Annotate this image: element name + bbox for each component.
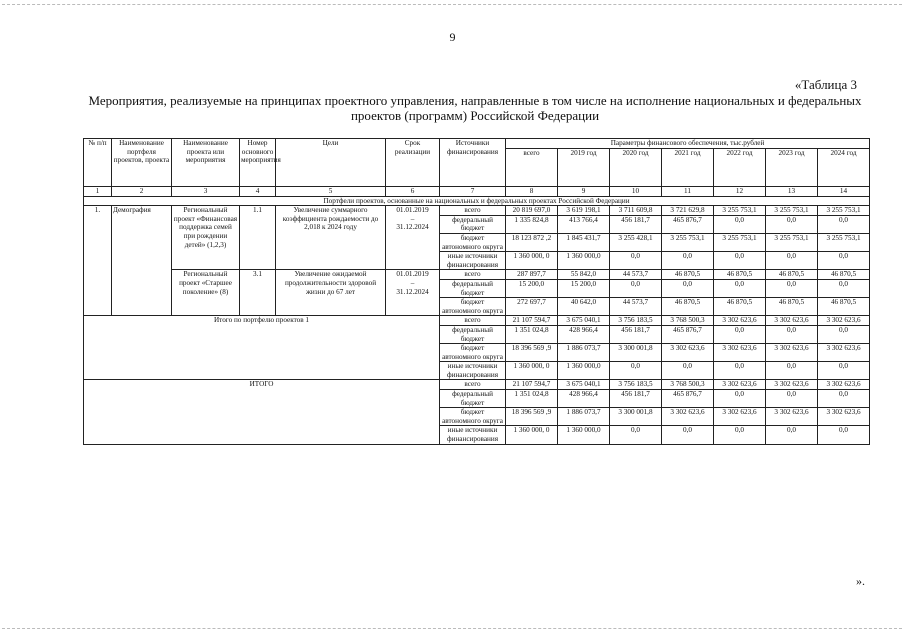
value-cell: 0,0 (818, 390, 870, 408)
term-dash: – (410, 214, 415, 223)
value-cell: 46 870,5 (818, 270, 870, 280)
value-cell: 0,0 (818, 252, 870, 270)
value-cell: 0,0 (714, 390, 766, 408)
value-cell: 3 619 198,1 (558, 206, 610, 216)
value-cell: 0,0 (766, 252, 818, 270)
term-end: 31.12.2024 (396, 223, 429, 232)
value-cell: 3 255 753,1 (714, 206, 766, 216)
value-cell: 1 360 000,0 (558, 426, 610, 444)
header-2023: 2023 год (766, 149, 818, 187)
value-cell: 44 573,7 (610, 298, 662, 316)
value-cell: 1 360 000, 0 (506, 362, 558, 380)
term-end: 31.12.2024 (396, 287, 429, 296)
value-cell: 3 302 623,6 (818, 316, 870, 326)
value-cell: 46 870,5 (818, 298, 870, 316)
value-cell: 3 302 623,6 (766, 380, 818, 390)
value-cell: 0,0 (714, 325, 766, 343)
column-number: 3 (172, 187, 240, 197)
scan-edge-top (2, 4, 902, 5)
value-cell: 3 721 629,8 (662, 206, 714, 216)
value-cell: 15 200,0 (506, 279, 558, 297)
value-cell: 3 300 001,8 (610, 344, 662, 362)
value-cell: 3 302 623,6 (662, 408, 714, 426)
table-row (84, 270, 870, 280)
funding-source: бюджет автономного округа (440, 408, 506, 426)
column-number: 5 (276, 187, 386, 197)
value-cell: 3 302 623,6 (818, 344, 870, 362)
value-cell: 0,0 (610, 426, 662, 444)
column-number: 4 (240, 187, 276, 197)
value-cell: 428 966,4 (558, 325, 610, 343)
table-row (84, 380, 870, 390)
value-cell: 15 200,0 (558, 279, 610, 297)
value-cell: 0,0 (610, 279, 662, 297)
value-cell: 1 351 024,8 (506, 325, 558, 343)
header-total: всего (506, 149, 558, 187)
project-number: 3.1 (240, 270, 276, 316)
value-cell: 0,0 (766, 426, 818, 444)
value-cell: 0,0 (610, 362, 662, 380)
value-cell: 46 870,5 (766, 298, 818, 316)
column-number: 8 (506, 187, 558, 197)
term-start: 01.01.2019 (396, 206, 429, 215)
value-cell: 0,0 (818, 215, 870, 233)
value-cell: 3 302 623,6 (714, 408, 766, 426)
value-cell: 0,0 (818, 426, 870, 444)
value-cell: 3 255 753,1 (662, 233, 714, 251)
value-cell: 1 886 073,7 (558, 344, 610, 362)
project-goal: Увеличение ожидаемой продолжительности здоровой жизни до 67 лет (276, 270, 386, 316)
value-cell: 0,0 (662, 426, 714, 444)
value-cell: 46 870,5 (662, 298, 714, 316)
value-cell: 465 876,7 (662, 215, 714, 233)
project-name: Региональный проект «Финансовая поддержка семей при рождении детей» (1,2,3) (172, 206, 240, 270)
value-cell: 3 756 183,5 (610, 316, 662, 326)
value-cell: 1 886 073,7 (558, 408, 610, 426)
header-number: Номер основного мероприятия (240, 139, 276, 187)
value-cell: 18 123 872 ,2 (506, 233, 558, 251)
value-cell: 3 302 623,6 (818, 408, 870, 426)
column-number: 10 (610, 187, 662, 197)
value-cell: 0,0 (818, 325, 870, 343)
value-cell: 0,0 (818, 279, 870, 297)
value-cell: 0,0 (662, 279, 714, 297)
value-cell: 3 768 500,3 (662, 316, 714, 326)
term-dash: – (410, 278, 415, 287)
value-cell: 0,0 (766, 390, 818, 408)
column-number: 7 (440, 187, 506, 197)
column-number-row (84, 187, 870, 197)
value-cell: 0,0 (714, 426, 766, 444)
table-body (84, 196, 870, 444)
funding-source: иные источники финансирования (440, 252, 506, 270)
value-cell: 3 302 623,6 (766, 408, 818, 426)
value-cell: 20 819 697,0 (506, 206, 558, 216)
value-cell: 3 302 623,6 (818, 380, 870, 390)
value-cell: 46 870,5 (714, 270, 766, 280)
closing-mark: ». (856, 574, 865, 588)
funding-source: бюджет автономного округа (440, 233, 506, 251)
value-cell: 0,0 (662, 252, 714, 270)
value-cell: 3 675 040,1 (558, 380, 610, 390)
value-cell: 0,0 (714, 279, 766, 297)
funding-source: бюджет автономного округа (440, 344, 506, 362)
document-title: Мероприятия, реализуемые на принципах проектного управления, направленные в том числе на исполнение национальных и федеральных проектов (программ) Российской Федерации (88, 93, 862, 123)
value-cell: 456 181,7 (610, 215, 662, 233)
column-number: 13 (766, 187, 818, 197)
value-cell: 46 870,5 (662, 270, 714, 280)
column-number: 9 (558, 187, 610, 197)
value-cell: 0,0 (714, 252, 766, 270)
value-cell: 272 697,7 (506, 298, 558, 316)
column-number: 1 (84, 187, 112, 197)
funding-source: федеральный бюджет (440, 325, 506, 343)
value-cell: 0,0 (766, 325, 818, 343)
value-cell: 55 842,0 (558, 270, 610, 280)
header-term: Срок реализации (386, 139, 440, 187)
value-cell: 40 642,0 (558, 298, 610, 316)
funding-source: федеральный бюджет (440, 215, 506, 233)
column-number: 14 (818, 187, 870, 197)
header-2022: 2022 год (714, 149, 766, 187)
value-cell: 46 870,5 (714, 298, 766, 316)
page-number: 9 (449, 30, 456, 44)
portfolio-total-label: Итого по портфелю проектов 1 (84, 316, 440, 380)
funding-source: всего (440, 270, 506, 280)
value-cell: 3 302 623,6 (662, 344, 714, 362)
value-cell: 0,0 (766, 215, 818, 233)
value-cell: 428 966,4 (558, 390, 610, 408)
project-number: 1.1 (240, 206, 276, 270)
value-cell: 3 302 623,6 (766, 344, 818, 362)
value-cell: 413 766,4 (558, 215, 610, 233)
column-number: 2 (112, 187, 172, 197)
header-2020: 2020 год (610, 149, 662, 187)
funding-source: федеральный бюджет (440, 390, 506, 408)
row-number: 1. (84, 206, 112, 316)
term-start: 01.01.2019 (396, 270, 429, 279)
value-cell: 46 870,5 (766, 270, 818, 280)
table-row (84, 316, 870, 326)
value-cell: 456 181,7 (610, 390, 662, 408)
value-cell: 0,0 (610, 252, 662, 270)
column-number: 6 (386, 187, 440, 197)
scan-edge-bottom (2, 628, 902, 629)
column-number: 11 (662, 187, 714, 197)
value-cell: 21 107 594,7 (506, 380, 558, 390)
value-cell: 3 255 753,1 (766, 206, 818, 216)
project-goal: Увеличение суммарного коэффициента рождаемости до 2,018 к 2024 году (276, 206, 386, 270)
value-cell: 3 302 623,6 (714, 316, 766, 326)
finance-table-wrapper (83, 138, 869, 445)
value-cell: 3 255 428,1 (610, 233, 662, 251)
portfolio-name: Демография (112, 206, 172, 316)
value-cell: 3 302 623,6 (714, 380, 766, 390)
value-cell: 1 360 000,0 (558, 252, 610, 270)
finance-table (83, 138, 870, 445)
value-cell: 1 360 000, 0 (506, 252, 558, 270)
column-number: 12 (714, 187, 766, 197)
funding-source: всего (440, 380, 506, 390)
value-cell: 0,0 (714, 215, 766, 233)
value-cell: 465 876,7 (662, 325, 714, 343)
header-goals: Цели (276, 139, 386, 187)
funding-source: иные источники финансирования (440, 362, 506, 380)
header-2021: 2021 год (662, 149, 714, 187)
value-cell: 465 876,7 (662, 390, 714, 408)
value-cell: 0,0 (662, 362, 714, 380)
value-cell: 44 573,7 (610, 270, 662, 280)
value-cell: 1 360 000, 0 (506, 426, 558, 444)
section-title: Портфели проектов, основанные на национальных и федеральных проектах Российской Федерации (84, 196, 870, 206)
header-project: Наименование проекта или мероприятия (172, 139, 240, 187)
header-params: Параметры финансового обеспечения, тыс.рублей (506, 139, 870, 149)
project-term (386, 270, 440, 316)
funding-source: бюджет автономного округа (440, 298, 506, 316)
table-label: «Таблица 3 (794, 77, 857, 92)
funding-source: иные источники финансирования (440, 426, 506, 444)
value-cell: 0,0 (766, 279, 818, 297)
funding-source: всего (440, 206, 506, 216)
header-2024: 2024 год (818, 149, 870, 187)
project-name: Региональный проект «Старшее поколение» (8) (172, 270, 240, 316)
value-cell: 1 360 000,0 (558, 362, 610, 380)
value-cell: 3 756 183,5 (610, 380, 662, 390)
value-cell: 3 302 623,6 (714, 344, 766, 362)
value-cell: 3 255 753,1 (766, 233, 818, 251)
funding-source: федеральный бюджет (440, 279, 506, 297)
header-2019: 2019 год (558, 149, 610, 187)
value-cell: 3 302 623,6 (766, 316, 818, 326)
header-sources: Источники финансирования (440, 139, 506, 187)
value-cell: 287 897,7 (506, 270, 558, 280)
value-cell: 1 845 431,7 (558, 233, 610, 251)
value-cell: 3 300 001,8 (610, 408, 662, 426)
value-cell: 3 255 753,1 (818, 233, 870, 251)
value-cell: 18 396 569 ,9 (506, 344, 558, 362)
value-cell: 0,0 (818, 362, 870, 380)
value-cell: 3 768 500,3 (662, 380, 714, 390)
grand-total-label: ИТОГО (84, 380, 440, 444)
value-cell: 0,0 (766, 362, 818, 380)
value-cell: 0,0 (714, 362, 766, 380)
value-cell: 21 107 594,7 (506, 316, 558, 326)
value-cell: 18 396 569 ,9 (506, 408, 558, 426)
header-no: № п/п (84, 139, 112, 187)
value-cell: 3 675 040,1 (558, 316, 610, 326)
value-cell: 1 351 024,8 (506, 390, 558, 408)
header-portfolio: Наименование портфеля проектов, проекта (112, 139, 172, 187)
value-cell: 456 181,7 (610, 325, 662, 343)
value-cell: 3 711 609,8 (610, 206, 662, 216)
project-term (386, 206, 440, 270)
value-cell: 3 255 753,1 (818, 206, 870, 216)
value-cell: 1 335 824,8 (506, 215, 558, 233)
funding-source: всего (440, 316, 506, 326)
table-row (84, 206, 870, 216)
value-cell: 3 255 753,1 (714, 233, 766, 251)
